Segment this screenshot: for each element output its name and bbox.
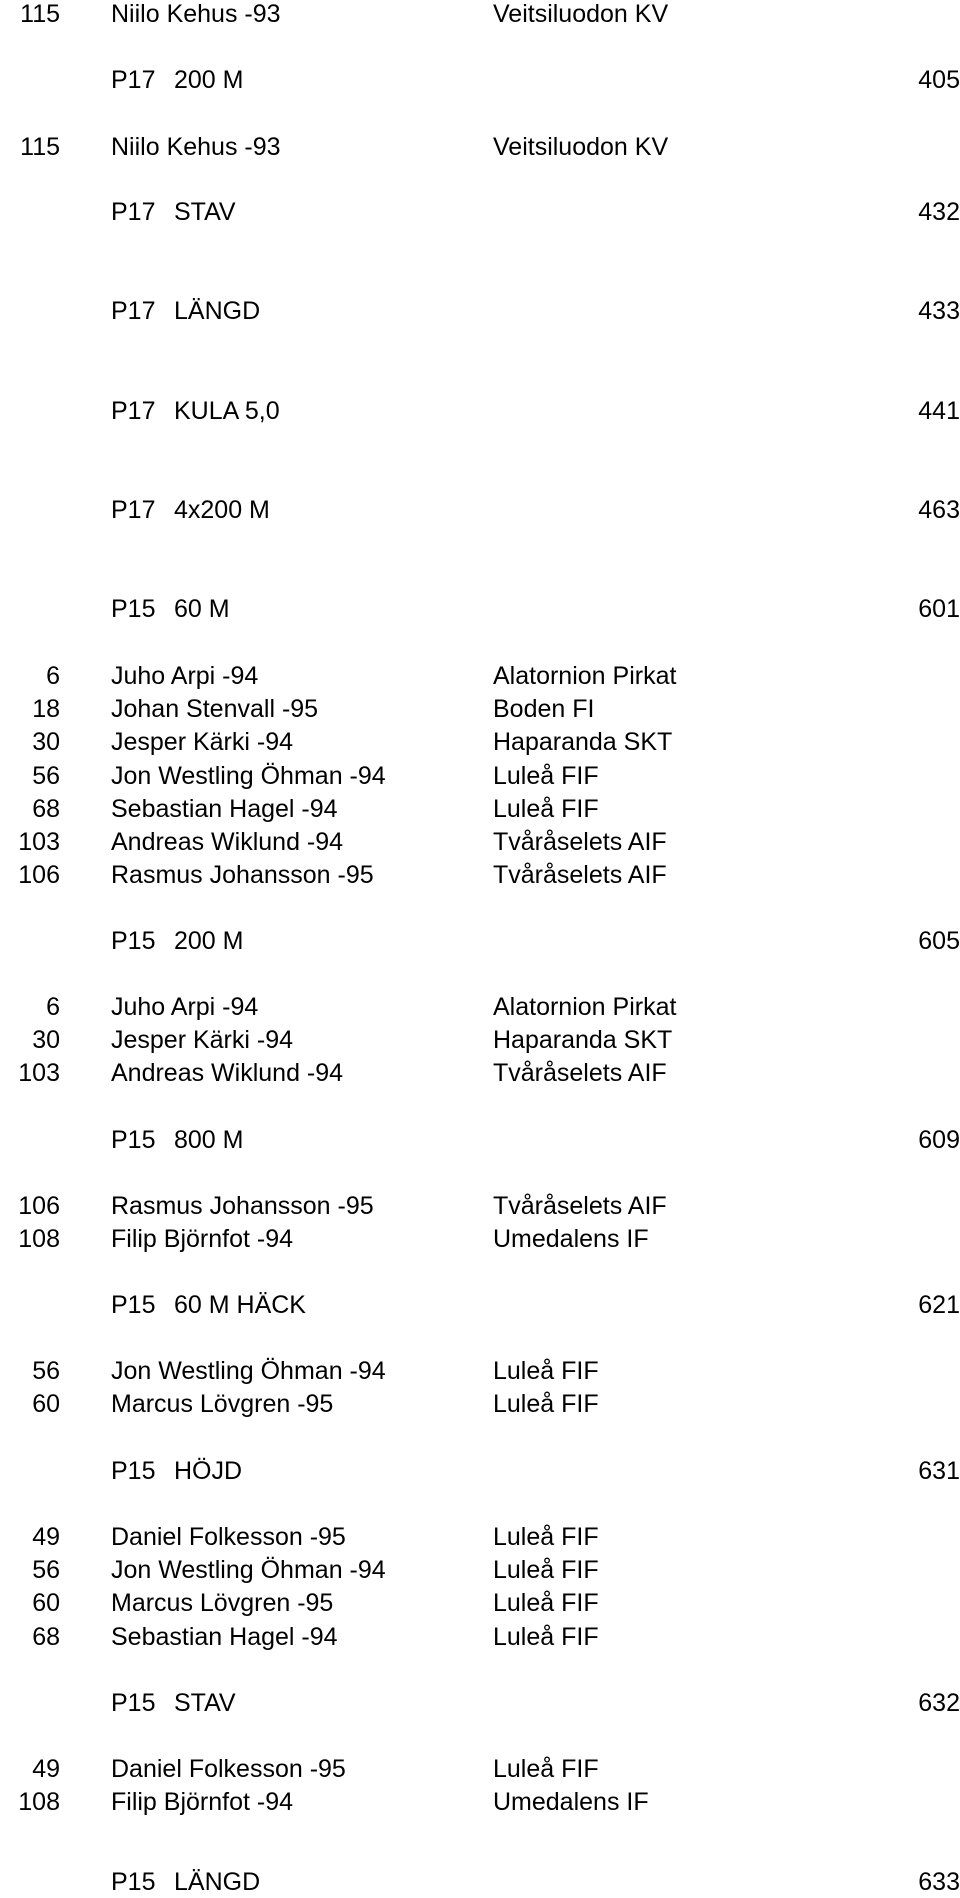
club-name: Haparanda SKT xyxy=(493,1026,673,1055)
event-code: 432 xyxy=(918,198,960,226)
athlete-name: Andreas Wiklund -94 xyxy=(111,1059,344,1088)
athlete-name: Johan Stenvall -95 xyxy=(111,695,319,724)
club-name: Alatornion Pirkat xyxy=(493,662,677,690)
athlete-name: Filip Björnfot -94 xyxy=(111,1225,294,1254)
event-code: 441 xyxy=(918,397,960,425)
event-class: P15 xyxy=(111,1291,156,1319)
club-name: Tvåråselets AIF xyxy=(493,861,667,890)
bib-number: 68 xyxy=(32,1622,60,1651)
entry-row xyxy=(0,1786,960,1818)
event-code: 633 xyxy=(918,1868,960,1896)
entry-row xyxy=(0,1057,960,1089)
bib-number: 108 xyxy=(18,1788,60,1817)
event-class: P17 xyxy=(111,297,156,325)
bib-number: 30 xyxy=(32,1026,60,1055)
club-name: Veitsiluodon KV xyxy=(493,133,669,161)
athlete-name: Jon Westling Öhman -94 xyxy=(111,761,386,790)
athlete-name: Marcus Lövgren -95 xyxy=(111,1390,334,1419)
club-name: Haparanda SKT xyxy=(493,728,673,757)
event-header xyxy=(0,494,960,526)
club-name: Tvåråselets AIF xyxy=(493,1059,667,1088)
bib-number: 106 xyxy=(18,1192,60,1220)
event-header xyxy=(0,1124,960,1156)
athlete-name: Jon Westling Öhman -94 xyxy=(111,1357,386,1385)
event-class: P15 xyxy=(111,927,156,955)
athlete-name: Filip Björnfot -94 xyxy=(111,1788,294,1817)
event-name: LÄNGD xyxy=(174,1868,261,1896)
bib-number: 106 xyxy=(18,861,60,890)
event-name: LÄNGD xyxy=(174,297,261,325)
bib-number: 56 xyxy=(32,1556,60,1585)
event-name: KULA 5,0 xyxy=(174,397,280,425)
athlete-name: Andreas Wiklund -94 xyxy=(111,828,344,856)
event-code: 631 xyxy=(918,1457,960,1485)
bib-number: 108 xyxy=(18,1225,60,1254)
event-header xyxy=(0,1687,960,1719)
entry-row xyxy=(0,793,960,825)
event-class: P17 xyxy=(111,66,156,94)
event-code: 405 xyxy=(918,66,960,94)
bib-number: 60 xyxy=(32,1390,60,1419)
event-name: 4x200 M xyxy=(174,496,270,524)
club-name: Tvåråselets AIF xyxy=(493,1192,667,1220)
bib-number: 6 xyxy=(46,993,60,1021)
event-name: STAV xyxy=(174,198,236,226)
entry-row xyxy=(0,1554,960,1586)
bib-number: 49 xyxy=(32,1523,60,1551)
event-header xyxy=(0,395,960,427)
athlete-name: Jon Westling Öhman -94 xyxy=(111,1556,386,1585)
bib-number: 103 xyxy=(18,1059,60,1088)
athlete-name: Daniel Folkesson -95 xyxy=(111,1523,346,1551)
club-name: Umedalens IF xyxy=(493,1225,649,1254)
entry-row xyxy=(0,693,960,725)
athlete-name: Juho Arpi -94 xyxy=(111,662,259,690)
entry-row xyxy=(0,826,960,858)
entry-row xyxy=(0,1024,960,1056)
entry-row xyxy=(0,131,960,163)
event-name: 200 M xyxy=(174,927,244,955)
event-name: 800 M xyxy=(174,1126,244,1154)
club-name: Luleå FIF xyxy=(493,1390,599,1419)
event-header xyxy=(0,1289,960,1321)
club-name: Veitsiluodon KV xyxy=(493,0,669,28)
athlete-name: Niilo Kehus -93 xyxy=(111,0,281,28)
bib-number: 6 xyxy=(46,662,60,690)
entry-row xyxy=(0,1190,960,1222)
bib-number: 30 xyxy=(32,728,60,757)
bib-number: 68 xyxy=(32,794,60,823)
athlete-name: Sebastian Hagel -94 xyxy=(111,794,338,823)
club-name: Boden FI xyxy=(493,695,595,724)
event-code: 433 xyxy=(918,297,960,325)
club-name: Luleå FIF xyxy=(493,1556,599,1585)
bib-number: 115 xyxy=(20,133,60,161)
event-header xyxy=(0,593,960,625)
bib-number: 49 xyxy=(32,1755,60,1783)
athlete-name: Juho Arpi -94 xyxy=(111,993,259,1021)
entry-row xyxy=(0,1587,960,1619)
club-name: Luleå FIF xyxy=(493,1622,599,1651)
entry-row xyxy=(0,1521,960,1553)
event-class: P15 xyxy=(111,1457,156,1485)
event-header xyxy=(0,196,960,228)
club-name: Luleå FIF xyxy=(493,1523,599,1551)
event-header xyxy=(0,1455,960,1487)
event-class: P15 xyxy=(111,1868,156,1896)
entry-row xyxy=(0,1753,960,1785)
entry-row xyxy=(0,859,960,891)
bib-number: 18 xyxy=(32,695,60,724)
bib-number: 103 xyxy=(18,828,60,856)
club-name: Luleå FIF xyxy=(493,1589,599,1618)
entry-row xyxy=(0,1223,960,1255)
event-code: 621 xyxy=(918,1291,960,1319)
athlete-name: Rasmus Johansson -95 xyxy=(111,861,374,890)
club-name: Luleå FIF xyxy=(493,1755,599,1783)
event-class: P17 xyxy=(111,496,156,524)
athlete-name: Daniel Folkesson -95 xyxy=(111,1755,346,1783)
entry-row xyxy=(0,660,960,692)
athlete-name: Marcus Lövgren -95 xyxy=(111,1589,334,1618)
event-name: 200 M xyxy=(174,66,244,94)
event-class: P15 xyxy=(111,595,156,623)
event-class: P17 xyxy=(111,198,156,226)
athlete-name: Jesper Kärki -94 xyxy=(111,728,294,757)
club-name: Alatornion Pirkat xyxy=(493,993,677,1021)
entry-row xyxy=(0,0,960,30)
club-name: Luleå FIF xyxy=(493,1357,599,1385)
entry-row xyxy=(0,726,960,758)
event-code: 601 xyxy=(918,595,960,623)
event-class: P15 xyxy=(111,1689,156,1717)
athlete-name: Rasmus Johansson -95 xyxy=(111,1192,374,1220)
athlete-name: Jesper Kärki -94 xyxy=(111,1026,294,1055)
event-class: P15 xyxy=(111,1126,156,1154)
event-header xyxy=(0,1866,960,1898)
entry-row xyxy=(0,1355,960,1387)
event-header xyxy=(0,64,960,96)
event-name: 60 M xyxy=(174,595,230,623)
entry-row xyxy=(0,991,960,1023)
bib-number: 115 xyxy=(20,0,60,28)
event-header xyxy=(0,295,960,327)
event-header xyxy=(0,925,960,957)
bib-number: 60 xyxy=(32,1589,60,1618)
event-name: HÖJD xyxy=(174,1457,243,1485)
bib-number: 56 xyxy=(32,761,60,790)
event-name: 60 M HÄCK xyxy=(174,1291,306,1319)
entry-row xyxy=(0,1621,960,1653)
event-code: 605 xyxy=(918,927,960,955)
club-name: Luleå FIF xyxy=(493,794,599,823)
athlete-name: Niilo Kehus -93 xyxy=(111,133,281,161)
athlete-name: Sebastian Hagel -94 xyxy=(111,1622,338,1651)
event-code: 632 xyxy=(918,1689,960,1717)
bib-number: 56 xyxy=(32,1357,60,1385)
entry-row xyxy=(0,1388,960,1420)
entry-row xyxy=(0,760,960,792)
event-code: 609 xyxy=(918,1126,960,1154)
event-code: 463 xyxy=(918,496,960,524)
event-name: STAV xyxy=(174,1689,236,1717)
event-class: P17 xyxy=(111,397,156,425)
club-name: Luleå FIF xyxy=(493,761,599,790)
club-name: Tvåråselets AIF xyxy=(493,828,667,856)
club-name: Umedalens IF xyxy=(493,1788,649,1817)
